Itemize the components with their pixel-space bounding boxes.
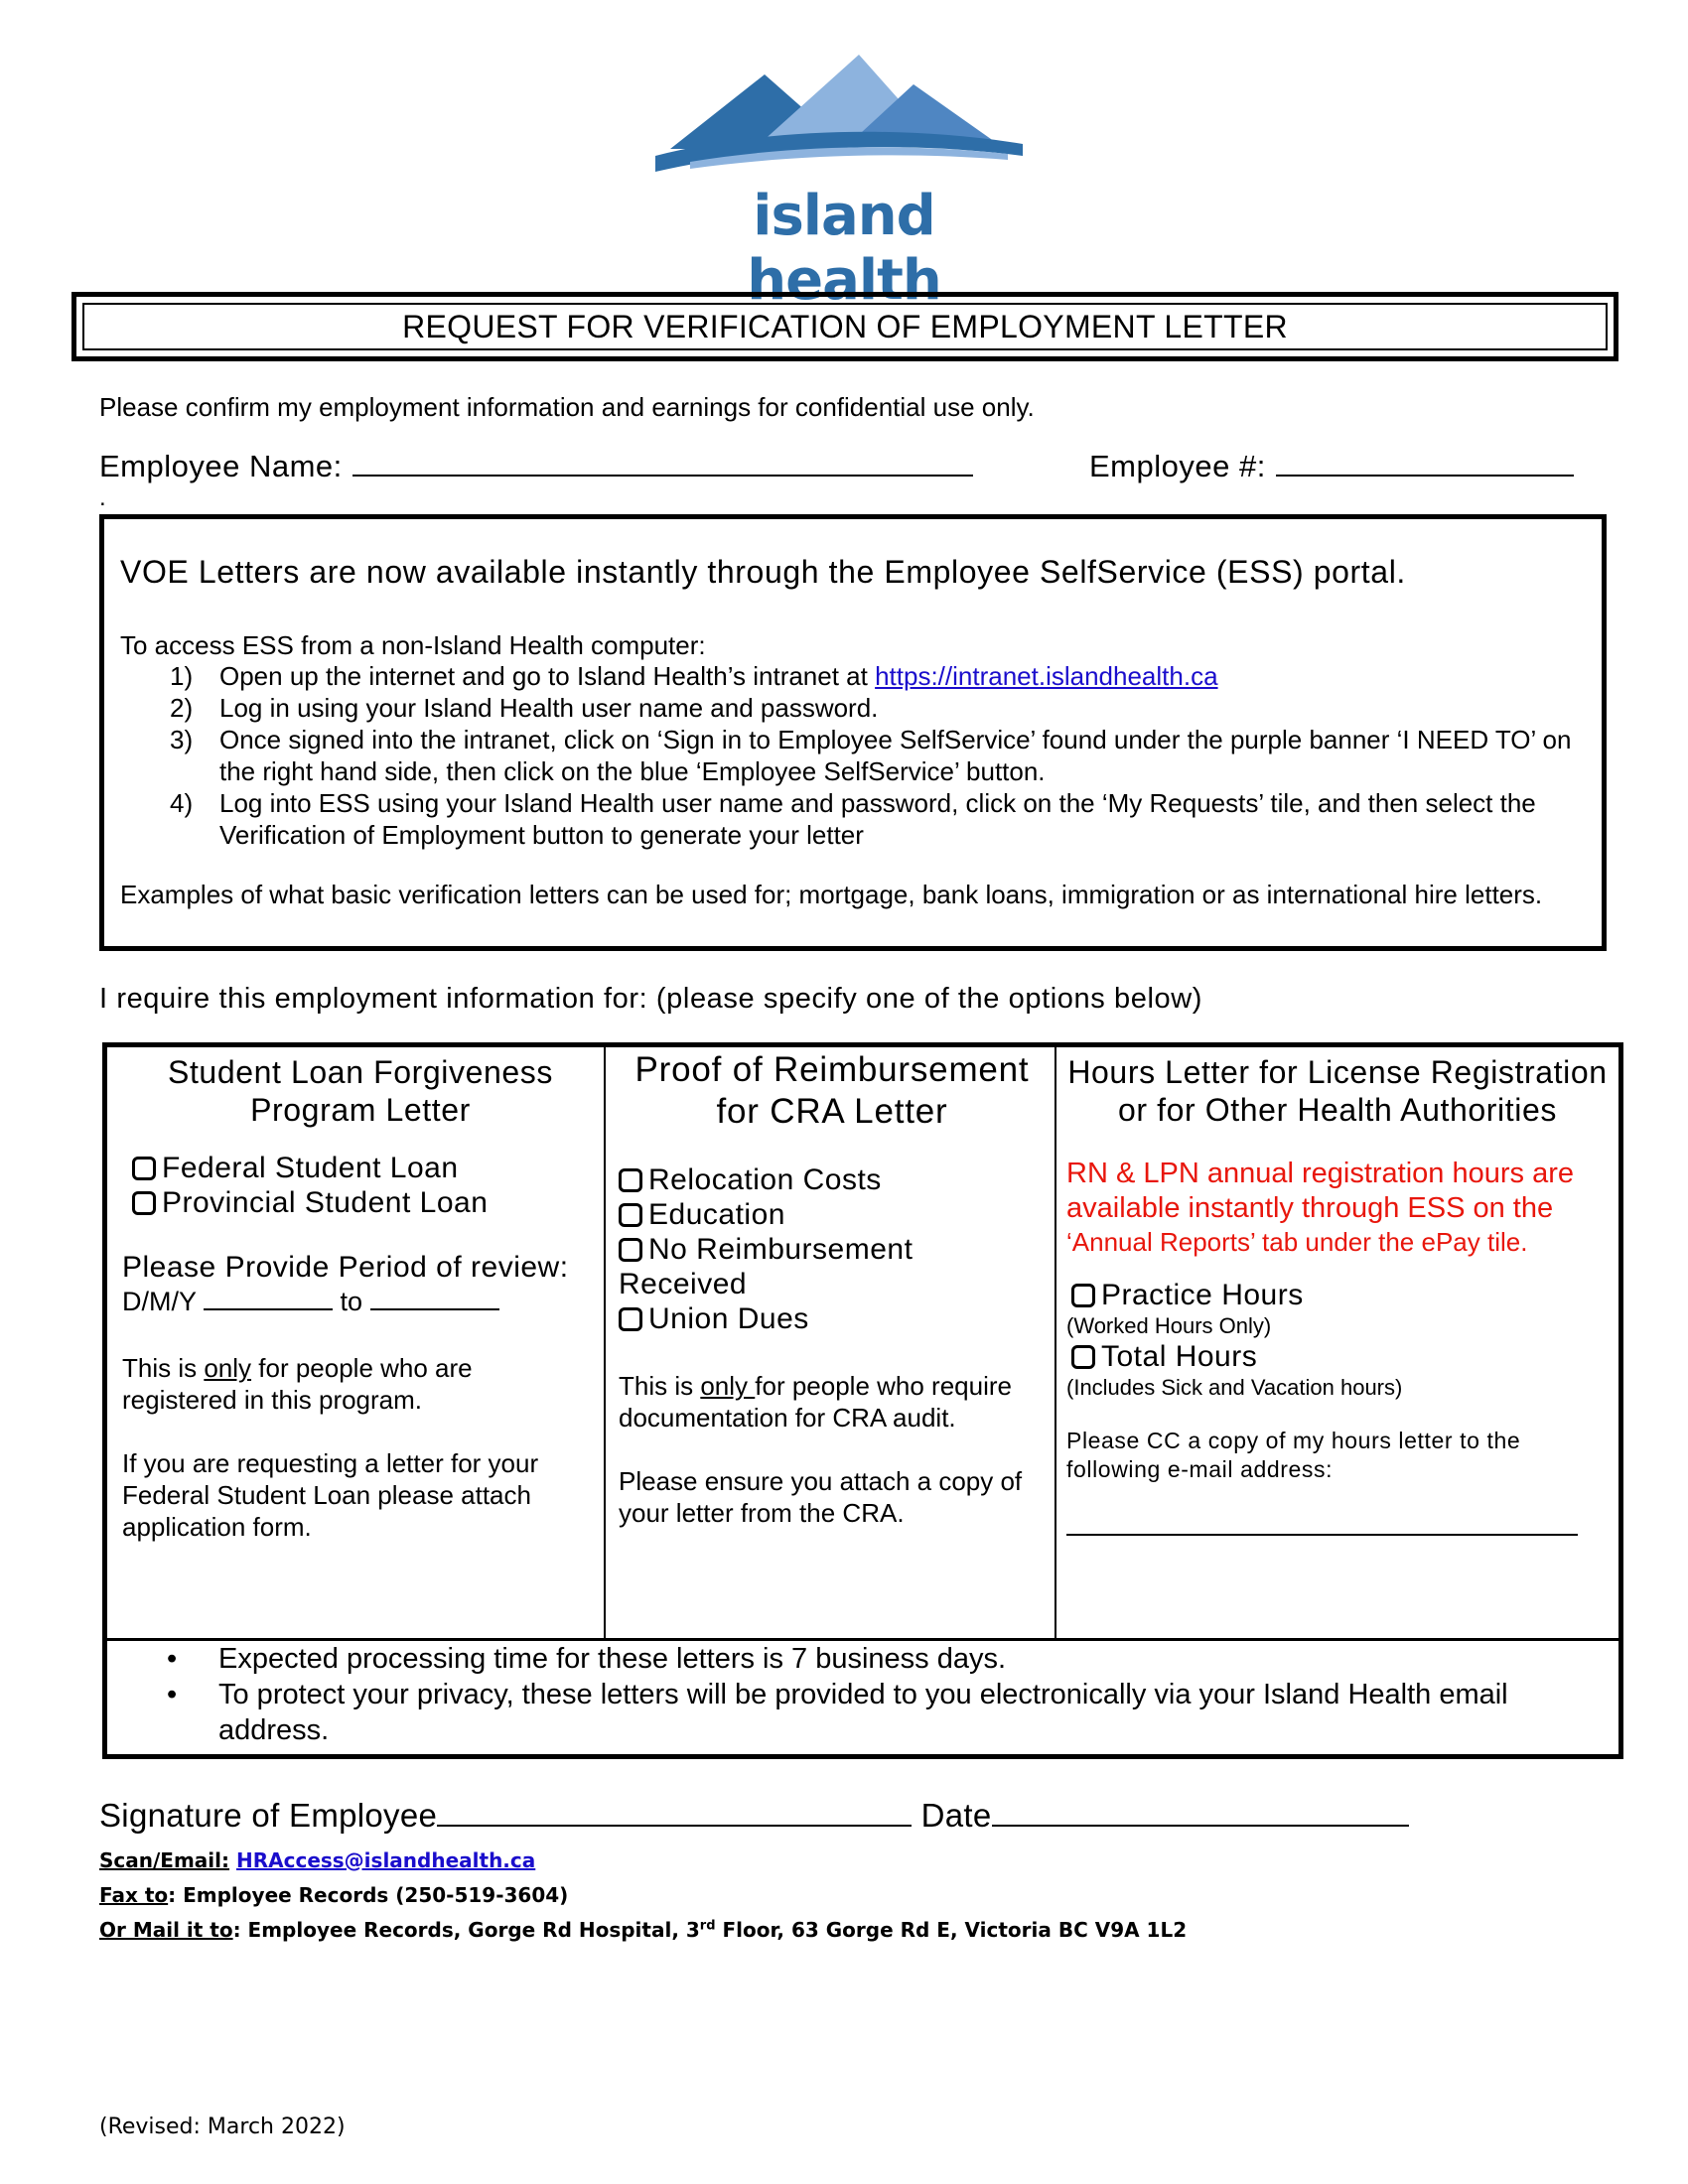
- step-number: 4): [170, 788, 194, 818]
- student-loan-attach-note: If you are requesting a letter for your Federal Student Loan please attach application form.: [122, 1448, 539, 1542]
- form-title-box: [71, 292, 1618, 361]
- checkbox[interactable]: [619, 1203, 642, 1227]
- education-option[interactable]: Education: [619, 1197, 1046, 1232]
- step-number: 3): [170, 725, 194, 754]
- step-number: 2): [170, 693, 194, 723]
- period-start-field[interactable]: [204, 1287, 333, 1310]
- student-loan-column: [122, 1047, 599, 1543]
- ess-info-box: [99, 514, 1607, 951]
- checkbox[interactable]: [619, 1168, 642, 1192]
- annual-reports-note: ‘Annual Reports’ tab under the ePay tile.: [1066, 1227, 1528, 1257]
- date-field[interactable]: [992, 1797, 1409, 1827]
- signature-label: Signature of Employee: [99, 1797, 438, 1834]
- checkbox[interactable]: [132, 1157, 156, 1180]
- checkbox[interactable]: [619, 1307, 642, 1331]
- cc-note: Please CC a copy of my hours letter to the following e-mail address:: [1066, 1428, 1521, 1482]
- employee-name-label: Employee Name:: [99, 449, 343, 483]
- bullet-item: • To protect your privacy, these letters will be provided to you electronically via your Island Health email address.: [167, 1679, 1508, 1746]
- fax-line: Fax to: Employee Records (250-519-3604): [99, 1883, 569, 1907]
- logo-wordmark: island health: [747, 184, 941, 313]
- hours-letter-heading: Hours Letter for License Registration or for Other Health Authorities: [1067, 1054, 1608, 1128]
- period-end-field[interactable]: [370, 1287, 499, 1310]
- cra-column: [619, 1047, 1046, 1529]
- cra-note: This is only for people who require documentation for CRA audit.: [619, 1371, 1012, 1433]
- stray-dot: .: [99, 484, 106, 511]
- column-divider: [1055, 1047, 1056, 1638]
- require-text: I require this employment information for: (please specify one of the options below): [99, 983, 1203, 1015]
- period-fields: D/M/Y to: [122, 1285, 599, 1318]
- ess-step: [120, 692, 1580, 724]
- step-text: Log in using your Island Health user name and password.: [219, 693, 879, 723]
- options-table: [102, 1042, 1623, 1759]
- ess-step: [120, 660, 1580, 692]
- student-loan-heading: Student Loan Forgiveness Program Letter: [168, 1054, 553, 1128]
- cra-attach-note: Please ensure you attach a copy of your letter from the CRA.: [619, 1466, 1023, 1528]
- revised-date: (Revised: March 2022): [99, 2115, 346, 2139]
- employee-number-label: Employee #:: [1089, 449, 1266, 483]
- step-text: Open up the internet and go to Island Health’s intranet at: [219, 661, 876, 691]
- no-reimbursement-option[interactable]: No Reimbursement Received: [619, 1233, 914, 1300]
- mail-line: Or Mail it to: Employee Records, Gorge Rd Hospital, 3rd Floor, 63 Gorge Rd E, Victoria BC V9A 1L2: [99, 1918, 1188, 1942]
- step-number: 1): [170, 661, 194, 691]
- provincial-student-loan-option[interactable]: Provincial Student Loan: [132, 1185, 599, 1220]
- ess-steps-list: [120, 660, 1580, 851]
- employee-number-row: [1089, 447, 1574, 484]
- confirm-text: Please confirm my employment information and earnings for confidential use only.: [99, 392, 1035, 422]
- ess-heading: VOE Letters are now available instantly through the Employee SelfService (ESS) portal.: [120, 554, 1406, 590]
- relocation-costs-option[interactable]: Relocation Costs: [619, 1162, 1046, 1197]
- signature-field[interactable]: [437, 1797, 912, 1827]
- employee-name-row: [99, 447, 973, 484]
- step-text: Log into ESS using your Island Health user name and password, click on the ‘My Requests’ tile, and then select the Verification of Employment button to generate your letter: [219, 788, 1536, 850]
- ess-step: [120, 787, 1580, 851]
- federal-student-loan-option[interactable]: Federal Student Loan: [132, 1151, 599, 1185]
- checkbox[interactable]: [619, 1238, 642, 1262]
- total-hours-option[interactable]: Total Hours: [1071, 1339, 1609, 1374]
- island-health-logo: [650, 45, 1028, 313]
- hours-letter-column: [1066, 1047, 1609, 1536]
- period-label: Please Provide Period of review:: [122, 1251, 569, 1284]
- rn-lpn-note: RN & LPN annual registration hours are available instantly through ESS on the: [1066, 1158, 1574, 1224]
- checkbox[interactable]: [132, 1191, 156, 1215]
- cc-email-field[interactable]: [1066, 1534, 1578, 1536]
- checkbox[interactable]: [1071, 1284, 1095, 1307]
- practice-hours-note: (Worked Hours Only): [1066, 1313, 1272, 1338]
- checkbox[interactable]: [1071, 1345, 1095, 1369]
- step-text: Once signed into the intranet, click on ‘Sign in to Employee SelfService’ found under the purple banner ‘I NEED TO’ on the right hand side, then click on the blue ‘Employee SelfService’ button.: [219, 725, 1572, 786]
- practice-hours-option[interactable]: Practice Hours: [1071, 1278, 1609, 1312]
- ess-examples: Examples of what basic verification letters can be used for; mortgage, bank loans, immigration or as international hire letters.: [120, 880, 1543, 909]
- hr-access-email-link[interactable]: HRAccess@islandhealth.ca: [235, 1848, 536, 1872]
- processing-notes: [107, 1641, 1618, 1748]
- employee-number-field[interactable]: [1276, 447, 1574, 477]
- signature-row: [99, 1797, 1409, 1835]
- bullet-item: • Expected processing time for these letters is 7 business days.: [167, 1643, 1007, 1675]
- employee-name-field[interactable]: [352, 447, 973, 477]
- total-hours-note: (Includes Sick and Vacation hours): [1066, 1375, 1403, 1400]
- scan-email-line: Scan/Email: HRAccess@islandhealth.ca: [99, 1848, 536, 1872]
- mountain-logo-icon: [650, 45, 1028, 189]
- student-loan-note: This is only for people who are registered in this program.: [122, 1353, 473, 1415]
- ess-step: [120, 724, 1580, 787]
- form-title: REQUEST FOR VERIFICATION OF EMPLOYMENT LETTER: [82, 303, 1608, 350]
- union-dues-option[interactable]: Union Dues: [619, 1301, 1046, 1336]
- cra-heading: Proof of Reimbursement for CRA Letter: [634, 1050, 1030, 1131]
- column-divider: [604, 1047, 606, 1638]
- date-label: Date: [920, 1797, 992, 1834]
- intranet-link[interactable]: https://intranet.islandhealth.ca: [875, 661, 1218, 691]
- ess-access-intro: To access ESS from a non-Island Health computer:: [120, 630, 706, 660]
